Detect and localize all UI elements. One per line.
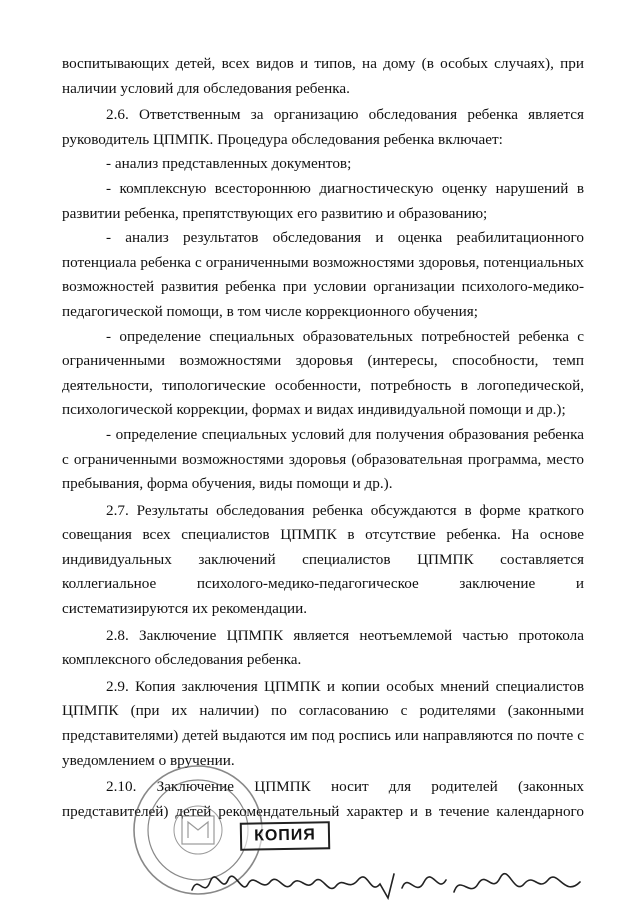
- paragraph-2-8: 2.8. Заключение ЦПМПК является неотъемлемой частью протокола комплексного обследования ребенка.: [62, 626, 584, 669]
- document-body: [62, 52, 584, 824]
- paragraph-2-6: 2.6. Ответственным за организацию обследования ребенка является руководитель ЦПМПК. Процедура обследования ребенка включает:: [62, 106, 584, 148]
- list-item-documents-analysis: - анализ представленных документов;: [106, 155, 352, 173]
- list-item-results-analysis: - анализ результатов обследования и оценка реабилитационного потенциала ребенка с ограниченными возможностями здоровья, потенциальных возможностей развития ребенка при условии организации психолого-медико-педагогической помощи, в том числе коррекционного обучения;: [62, 229, 584, 320]
- list-item-special-conditions: - определение специальных условий для получения образования ребенка с ограниченными возможностями здоровья (образовательная программа, место пребывания, форма обучения, виды помощи и др.).: [62, 425, 584, 493]
- list-item-diagnostic-assessment: - комплексную всестороннюю диагностическую оценку нарушений в развитии ребенка, препятствующих его развитию и образованию;: [62, 179, 584, 222]
- list-item-educational-needs: - определение специальных образовательных потребностей ребенка с ограниченными возможностями здоровья (интересы, способности, темп деятельности, типологические особенности, потребность в логопедической, психологической коррекции, формах и видах индивидуальной помощи и др.);: [62, 327, 584, 419]
- paragraph-2-9: 2.9. Копия заключения ЦПМПК и копии особых мнений специалистов ЦПМПК (при их наличии) по согласованию с родителями (законными представителями) детей выдаются им под роспись или направляются по почте с уведомлением о вручении.: [62, 677, 584, 769]
- copy-stamp: КОПИЯ: [240, 821, 330, 851]
- paragraph-2-7: 2.7. Результаты обследования ребенка обсуждаются в форме краткого совещания всех специалистов ЦПМПК в отсутствие ребенка. На основе индивидуальных заключений специалистов ЦПМПК составляется коллегиальное психолого-медико-педагогическое заключение и систематизируются их рекомендации.: [62, 501, 584, 618]
- paragraph-continuation: воспитывающих детей, всех видов и типов, на дому (в особых случаях), при наличии условий для обследования ребенка.: [62, 55, 584, 97]
- handwritten-signature: [188, 868, 588, 902]
- paragraph-2-10: 2.10. Заключение ЦПМПК носит для родителей (законных представителей) детей рекомендательный характер и в течение календарного: [62, 778, 584, 820]
